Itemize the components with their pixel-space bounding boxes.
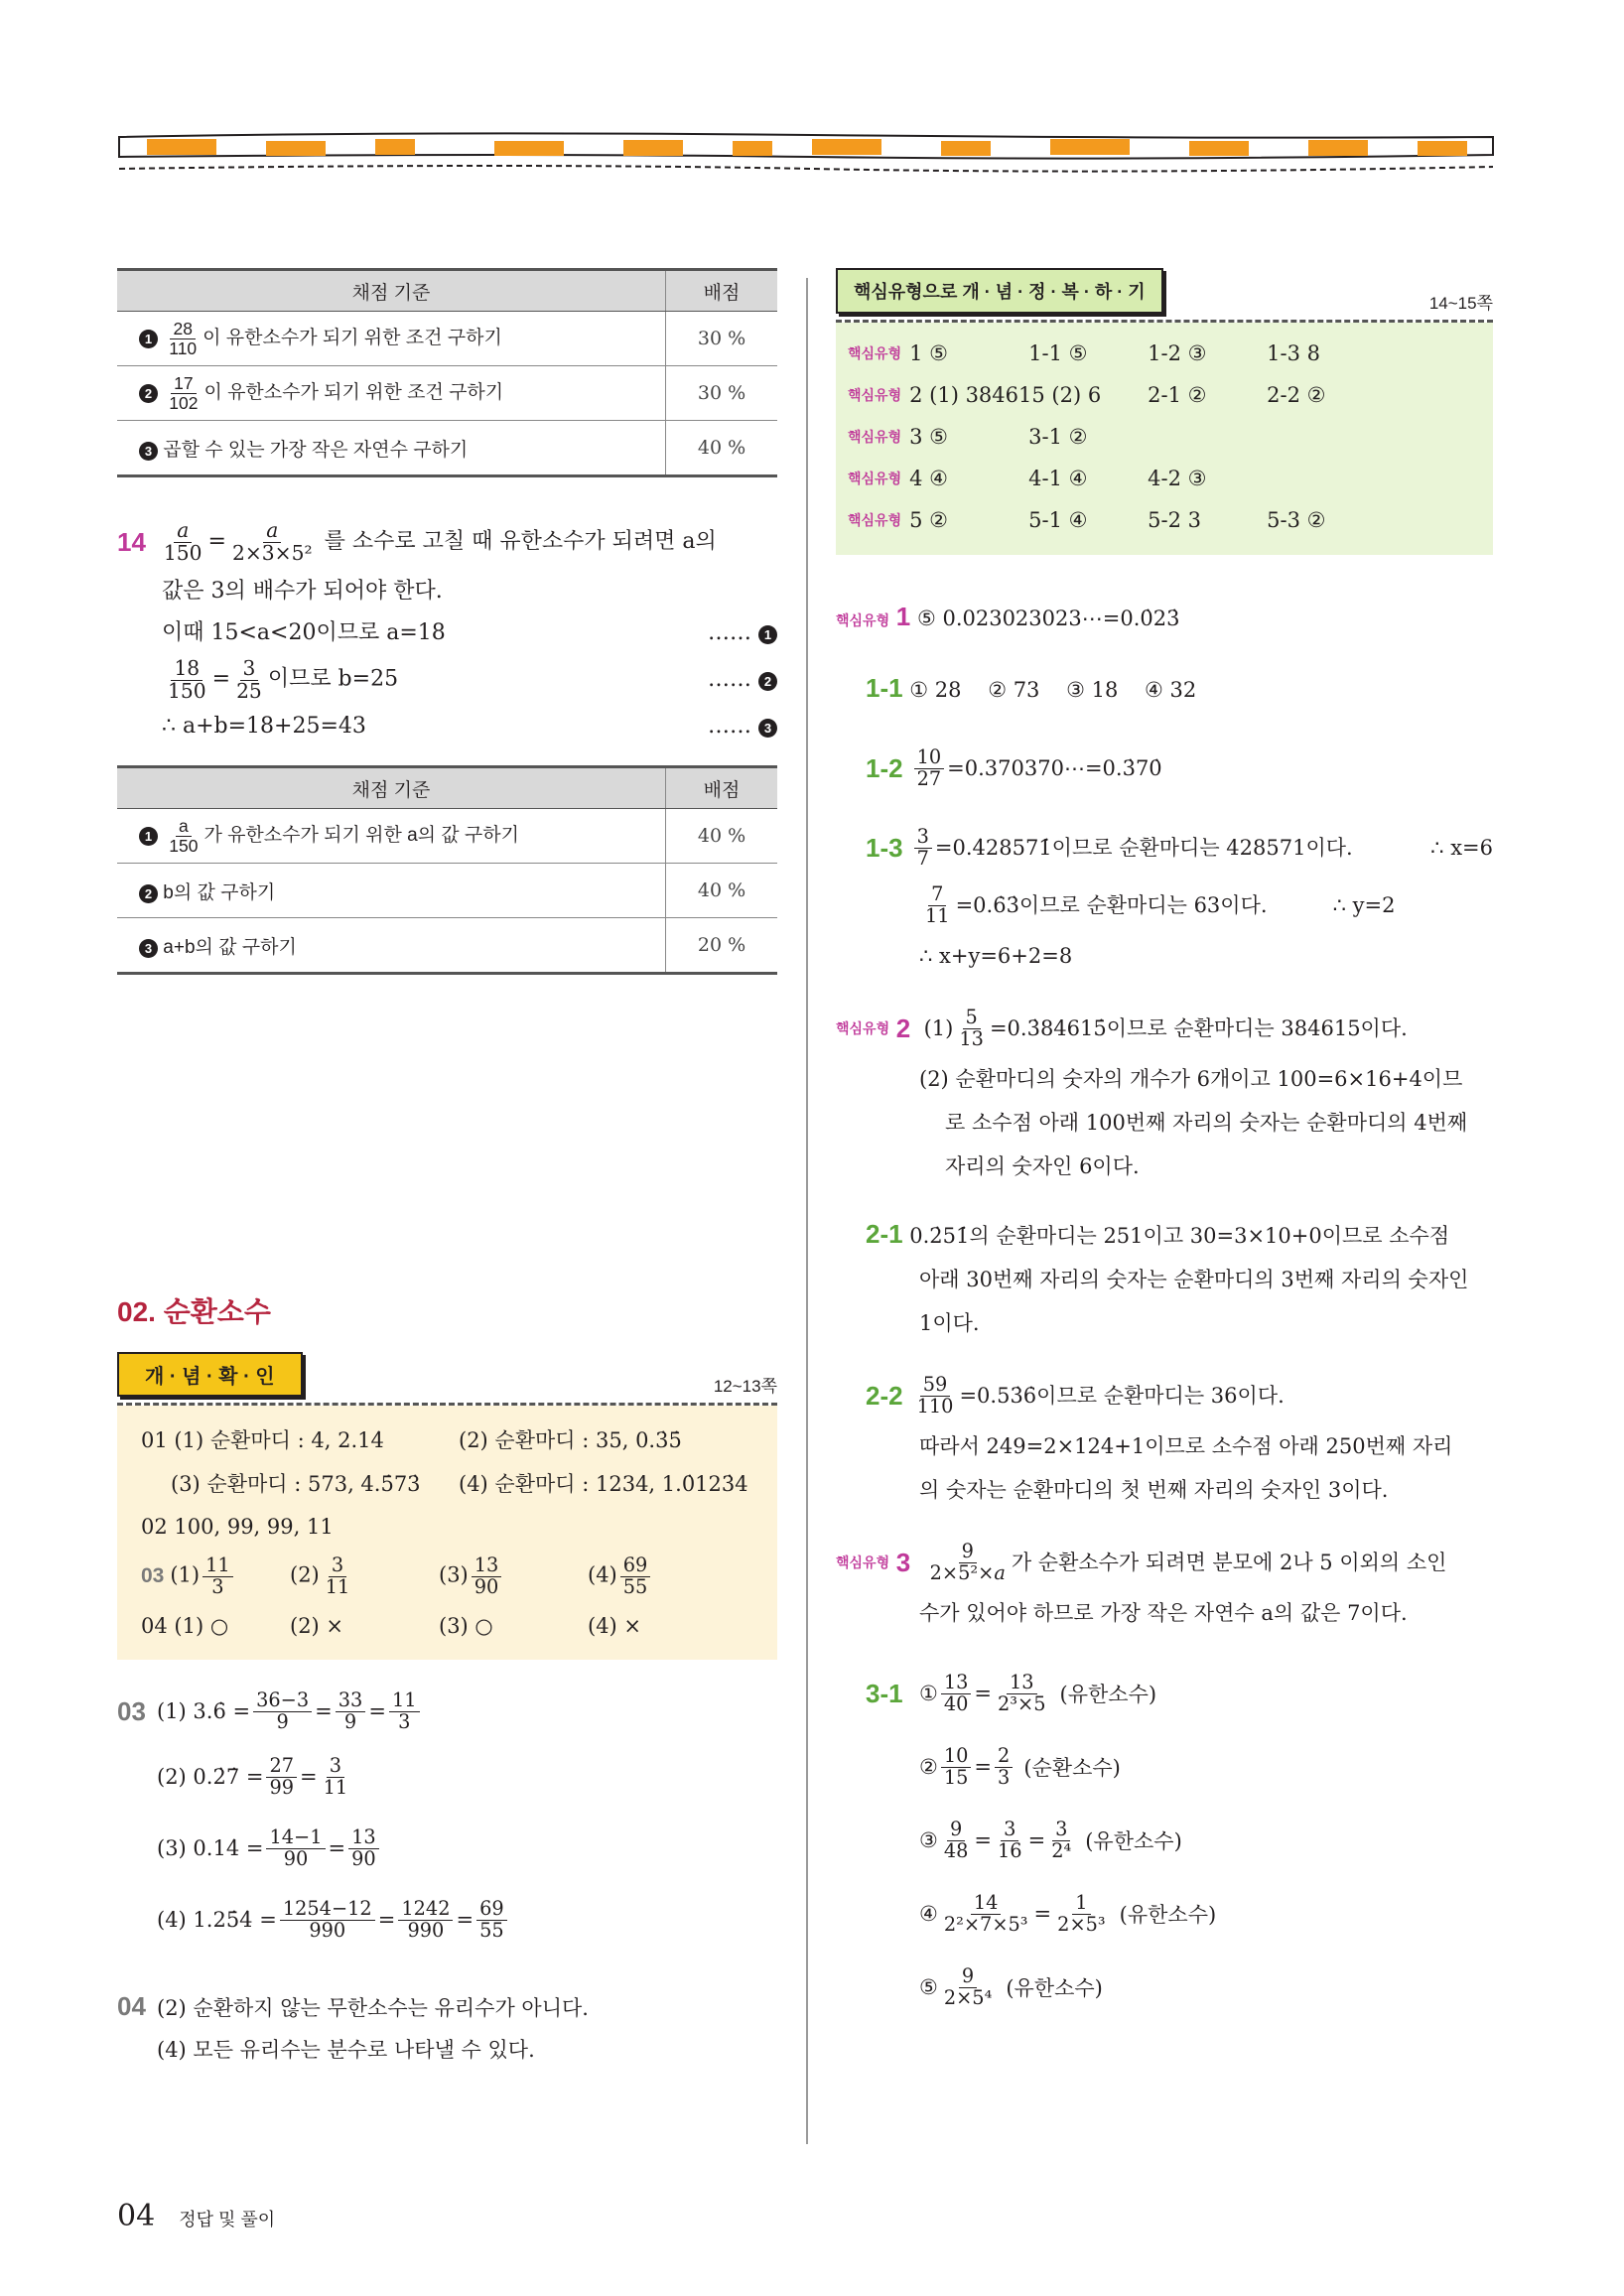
problem-03: [117, 1682, 777, 1956]
solution-text: 가 순환소수가 되려면 분모에 2나 5 이외의 소인: [1011, 1551, 1447, 1574]
header-ribbon: [117, 129, 1495, 189]
answer-item: (2) ×: [290, 1614, 344, 1638]
solution-text: =0.370370⋯=0.3̇70̇: [947, 756, 1162, 780]
problem-14: 14 $\frac{a}{150}$ = $\frac{a}{\text{2×3×5²}}$ 를 소수로 고칠 때 유한소수가 되려면 a의 값은 3의 배수가 되어야 한다. 이때 15<a<20이므로 a=18 …… 1 $\frac{18}{150}$ = $\frac{3}{25}$ 이므로 b=25 …… 2 ∴ a+b=18+25=43 …… 3: [117, 513, 777, 747]
frac-num: 69: [620, 1555, 651, 1576]
p14-line5: ∴ a+b=18+25=43: [162, 714, 366, 739]
solution-text: 1이다.: [919, 1311, 980, 1335]
frac-num: 10: [941, 1746, 972, 1767]
frac-den: 150: [169, 835, 199, 856]
core-answer: 4-1 ④: [1028, 467, 1088, 490]
sub-label: (3): [439, 1562, 469, 1587]
core-label: 핵심유형: [848, 471, 902, 486]
frac-den: 48: [943, 1838, 969, 1862]
choice-mark: ⑤: [919, 1975, 938, 1999]
table-row: [117, 312, 777, 366]
solution-text: 수가 있어야 하므로 가장 작은 자연수 a의 값은 7이다.: [919, 1601, 1408, 1625]
frac-den: 2×5³: [1057, 1912, 1106, 1936]
core-answer: 1-3 8: [1267, 341, 1320, 365]
frac-num: 11: [389, 1690, 420, 1711]
page-cite: 14~15쪽: [1428, 294, 1493, 313]
frac-num: 13: [348, 1827, 379, 1848]
grading-table-13: [117, 268, 777, 477]
frac-num: 33: [336, 1690, 366, 1711]
solution-text: =0.4̇28571̇이므로 순환마디는 428571이다.: [934, 836, 1353, 860]
table-header: 채점 기준: [117, 270, 666, 312]
answer-item: (2) 순환마디 : 35, 0.3̇5̇: [459, 1428, 682, 1452]
frac-num: 17: [171, 374, 196, 393]
criterion-text: 이 유한소수가 되기 위한 조건 구하기: [203, 382, 504, 404]
solution-text: ∴ x=6: [1430, 836, 1493, 860]
answer-item: (4) ×: [588, 1614, 642, 1638]
solution-text: (순환소수): [1023, 1756, 1121, 1780]
points: 20 %: [666, 918, 778, 974]
step-marker: 2: [139, 384, 158, 403]
frac-den: 16: [998, 1838, 1022, 1862]
step-marker: 1: [758, 625, 777, 644]
frac-num: 9: [959, 1966, 977, 1987]
solution-text: 0.2̇51̇의 순환마디는 251이고 30=3×10+0이므로 소수점: [909, 1224, 1450, 1248]
core-answer: 1-2 ③: [1148, 341, 1207, 365]
core-answer: 1 ⑤: [909, 341, 948, 365]
frac-den: 90: [283, 1846, 309, 1870]
eq-text: (4) 1.25̇4̇ =: [157, 1908, 277, 1932]
table-header: 배점: [666, 270, 778, 312]
solution-text: ∴ x+y=6+2=8: [919, 944, 1073, 968]
core-label: 핵심유형: [836, 612, 890, 628]
frac-num: 14: [971, 1893, 1002, 1914]
section-heading: 02. 순환소수: [117, 1296, 271, 1327]
frac-num: 28: [170, 320, 195, 338]
solution-text: =0.6̇3̇이므로 순환마디는 63이다.: [955, 893, 1268, 917]
solution-text: 따라서 249=2×124+1이므로 소수점 아래 250번째 자리: [919, 1434, 1453, 1458]
table-row: [117, 366, 777, 421]
step-marker: 1: [139, 827, 158, 846]
footer-label: 정답 및 풀이: [179, 2210, 276, 2229]
solution-text: (2) 순환마디의 숫자의 개수가 6개이고 100=6×16+4이므: [919, 1067, 1463, 1091]
core-answer: 5 ②: [909, 508, 948, 532]
table-header: 배점: [666, 767, 778, 809]
core-answer: 2-1 ②: [1148, 383, 1207, 407]
core-answer: 2-2 ②: [1267, 383, 1326, 407]
frac-den: 3: [398, 1709, 411, 1733]
frac-den: 9: [343, 1709, 357, 1733]
table-row: [117, 809, 777, 864]
eq-text: =: [315, 1699, 333, 1723]
frac-num: 1242: [398, 1899, 453, 1920]
frac-den: 3: [998, 1765, 1011, 1789]
frac-num: 3: [327, 1756, 344, 1777]
frac-den: 90: [351, 1846, 376, 1870]
solution-text: 자리의 숫자인 6이다.: [945, 1154, 1140, 1178]
page-cite: 12~13쪽: [713, 1377, 777, 1396]
p14-line1: 를 소수로 고칠 때 유한소수가 되려면 a의: [324, 529, 717, 554]
frac-den: 990: [309, 1918, 346, 1942]
eq-text: (3) 0.14̇ =: [157, 1836, 264, 1860]
frac-num: 3: [329, 1555, 346, 1576]
solution-text: ⑤ 0.023023023⋯=0.0̇23̇: [916, 607, 1180, 630]
dots: ……: [708, 667, 751, 692]
answer-item: (3) ○: [439, 1614, 493, 1638]
frac-num: 3: [1052, 1820, 1070, 1840]
frac-num: 1: [1072, 1893, 1090, 1914]
frac-den: 55: [479, 1918, 504, 1942]
page-number: 04: [117, 2199, 156, 2233]
step-marker: 2: [758, 672, 777, 691]
problem-number: 03: [117, 1695, 146, 1726]
frac-den: 2×5⁴: [943, 1985, 993, 2009]
solution-3-1: 3-1 ① $\frac{13}{40}$ = $\frac{13}{\text{2³×5}}$ (유한소수) ② $\frac{10}{15}$ = $\frac{2}{3}$ (순환소수) ③ $\frac{9}{48}$ = $\frac{3}{16}$ = $\frac{3}{\text{2⁴}}$ (유한소수) ④ $\frac{14}{\text{2²×7×5³}}$ = $\frac{1}{\text{2×5³}}$ (유한소수) ⑤ $\frac{9}{\text{2×5⁴}}$ (유한소수): [866, 1671, 1217, 2009]
frac-num: 2: [995, 1746, 1013, 1767]
right-column: [836, 268, 1493, 2024]
frac-num: 13: [1007, 1673, 1037, 1693]
table-row: [117, 421, 777, 476]
criterion-text: b의 값 구하기: [163, 881, 276, 903]
answer-item: (3) 순환마디 : 573, 4.5̇73̇: [171, 1472, 421, 1496]
frac-den: 11: [323, 1775, 348, 1799]
dots: ……: [708, 620, 751, 645]
solutions: 핵심유형 1 ⑤ 0.023023023⋯=0.0̇23̇ 1-1 ① 28 ② 73 ③ 18 ④ 32 1-2 $\frac{10}{27}$ =0.370370⋯=0.3̇70̇ 1-3 $\frac{3}{7}$ =0.4̇28571̇이므로 순환마디는 428571이다. ∴ x=6 $\frac{7}{11}$ =0.6̇3̇이므로 순환마디는 63이다. ∴ y=2 ∴ x+y=6+2=8 핵심유형 2 (1) $\frac{5}{13}$ =0.3̇84615̇이므로 순환마디는 384615이다. (2) 순환마디의 숫자의 개수가 6개이고 100=6×16+4이므 로 소수점 아래 100번째 자리의 숫자는 순환마디의 4번째 자리의 숫자인 6이다. 2-1 0.2̇51̇의 순환마디는 251이고 30=3×10+0이므로 소수점 아래 30번째 자리의 숫자는 순환마디의 3번째 자리의 숫자인 1이다. 2-2 $\frac{59}{110}$ =0.53̇6̇이므로 순환마디는 36이다. 따라서 249=2×124+1이므로 소수점 아래 250번째 자리 의 숫자는 순환마디의 첫 번째 자리의 숫자인 3이다. 핵심유형 3 $\frac{9}{\text{2×5²×a}}$ 가 순환소수가 되려면 분모에 2나 5 이외의 소인 수가 있어야 하므로 가장 작은 자연수 a의 값은 7이다. 3-1 ① $\frac{13}{40}$ = $\frac{13}{\text{2³×5}}$ (유한소수) ② $\frac{10}{15}$ = $\frac{2}{3}$ (순환소수) ③ $\frac{9}{48}$ = $\frac{3}{16}$ = $\frac{3}{\text{2⁴}}$ (유한소수) ④ $\frac{14}{\text{2²×7×5³}}$ = $\frac{1}{\text{2×5³}}$ (유한소수) ⑤ $\frac{9}{\text{2×5⁴}}$ (유한소수): [836, 595, 1493, 2024]
frac-den: 2⁴: [1051, 1838, 1072, 1862]
frac-den: 3: [211, 1574, 224, 1598]
criterion-text: 이 유한소수가 되기 위한 조건 구하기: [203, 328, 502, 349]
answer-item: 02 100, 99, 99, 11: [141, 1515, 334, 1539]
frac-den: 11: [325, 1574, 350, 1598]
eq-text: =: [368, 1699, 386, 1723]
step-marker: 3: [758, 719, 777, 738]
concept-check-box: [117, 1406, 777, 1660]
core-label: 핵심유형: [848, 429, 902, 445]
frac-num: 13: [472, 1555, 502, 1576]
eq-text: =: [456, 1908, 474, 1932]
p14-line3: 이때 15<a<20이므로 a=18: [162, 620, 446, 645]
core-answer: 4 ④: [909, 467, 948, 490]
left-column: [117, 268, 777, 2071]
points: 40 %: [666, 864, 778, 918]
core-label: 핵심유형: [848, 345, 902, 361]
sub-label: (1): [170, 1562, 201, 1587]
frac-den: 990: [407, 1918, 445, 1942]
core-answer: 5-2 3: [1148, 508, 1201, 532]
solution-text: 아래 30번째 자리의 숫자는 순환마디의 3번째 자리의 숫자인: [919, 1268, 1469, 1291]
solution-text: 의 숫자는 순환마디의 첫 번째 자리의 숫자인 3이다.: [919, 1478, 1389, 1502]
solution-text: ∴ y=2: [1332, 893, 1396, 917]
core-answer: 5-1 ④: [1028, 508, 1088, 532]
choice-mark: ③: [919, 1828, 938, 1852]
points: 40 %: [666, 421, 778, 476]
core-label: 핵심유형: [836, 1020, 890, 1036]
solution-text: (유한소수): [1006, 1976, 1103, 2000]
step-marker: 3: [139, 939, 158, 958]
answer-item: 01 (1) 순환마디 : 4, 2.14̇: [141, 1428, 384, 1452]
frac-num: 9: [947, 1820, 965, 1840]
answer-item: 04 (1) ○: [141, 1614, 229, 1638]
sub-label: (4): [588, 1562, 617, 1587]
frac-num: 3: [1001, 1820, 1018, 1840]
frac-num: a: [176, 817, 192, 836]
frac-den: 15: [943, 1765, 969, 1789]
core-type-tab: 핵심유형으로 개 · 념 · 정 · 복 · 하 · 기: [836, 268, 1163, 314]
step-marker: 2: [139, 884, 158, 903]
problem-04: [117, 1985, 777, 2071]
sub-label: (2): [290, 1562, 320, 1587]
p04-line2: (4) 모든 유리수는 분수로 나타낼 수 있다.: [157, 2038, 535, 2062]
problem-number: 14: [117, 527, 146, 557]
p14-line2: 값은 3의 배수가 되어야 한다.: [162, 579, 443, 604]
core-answer-box: [836, 323, 1493, 555]
points: 30 %: [666, 312, 778, 366]
answer-item: (4) 순환마디 : 1234, 1.0̇123̇4: [459, 1472, 748, 1496]
eq-text: =: [328, 1836, 346, 1860]
frac-den: 40: [943, 1691, 969, 1715]
criterion-text: 가 유한소수가 되기 위한 a의 값 구하기: [203, 825, 519, 847]
item-number: 03: [141, 1563, 165, 1587]
frac-den: 2³×5: [998, 1691, 1046, 1715]
problem-number: 04: [117, 1991, 146, 2021]
core-answer: 2 (1) 384615 (2) 6: [909, 383, 1102, 407]
solution-text: (유한소수): [1119, 1903, 1217, 1927]
frac-num: 11: [203, 1555, 233, 1576]
frac-den: 9: [276, 1709, 289, 1733]
solution-text: (유한소수): [1085, 1829, 1182, 1853]
core-label: 핵심유형: [848, 387, 902, 403]
step-marker: 3: [139, 442, 158, 461]
frac-den: 99: [269, 1775, 295, 1799]
frac-num: 14−1: [266, 1827, 325, 1848]
eq-text: (1) 3.6̇ =: [157, 1699, 251, 1723]
core-answer: 1-1 ⑤: [1028, 341, 1088, 365]
core-answer: 5-3 ②: [1267, 508, 1326, 532]
frac-den: 110: [169, 338, 198, 358]
core-answer: 3-1 ②: [1028, 425, 1088, 449]
core-answer: 3 ⑤: [909, 425, 948, 449]
frac-den: 102: [169, 392, 199, 413]
solution-text: =0.3̇84615̇이므로 순환마디는 384615이다.: [989, 1016, 1408, 1040]
frac-num: 1254−12: [280, 1899, 375, 1920]
page-footer: [117, 2199, 275, 2233]
concept-check-tab: 개 · 념 · 확 · 인: [117, 1352, 303, 1397]
choice-mark: ①: [919, 1682, 938, 1705]
frac-den: 2²×7×5³: [943, 1912, 1028, 1936]
p04-line1: (2) 순환하지 않는 무한소수는 유리수가 아니다.: [157, 1996, 589, 2020]
solution-text: =0.53̇6̇이므로 순환마디는 36이다.: [959, 1384, 1285, 1408]
solution-text: ① 28 ② 73 ③ 18 ④ 32: [909, 678, 1197, 702]
criterion-text: 곱할 수 있는 가장 작은 자연수 구하기: [163, 439, 469, 461]
frac-num: 27: [266, 1756, 297, 1777]
points: 40 %: [666, 809, 778, 864]
core-label: 핵심유형: [848, 512, 902, 528]
p14-line4: 이므로 b=25: [267, 667, 399, 692]
table-header: 채점 기준: [117, 767, 666, 809]
grading-table-14: [117, 765, 777, 975]
choice-mark: ②: [919, 1755, 938, 1779]
frac-num: 36−3: [253, 1690, 312, 1711]
frac-den: 90: [474, 1574, 499, 1598]
eq-text: =: [377, 1908, 396, 1932]
table-row: [117, 918, 777, 974]
frac-num: 13: [941, 1673, 972, 1693]
step-marker: 1: [139, 330, 158, 348]
choice-mark: ④: [919, 1902, 938, 1926]
solution-text: (유한소수): [1059, 1683, 1157, 1706]
eq-text: =: [300, 1765, 318, 1789]
core-answer: 4-2 ③: [1148, 467, 1207, 490]
frac-den: 55: [622, 1574, 648, 1598]
criterion-text: a+b의 값 구하기: [163, 936, 297, 958]
solution-text: 로 소수점 아래 100번째 자리의 숫자는 순환마디의 4번째: [945, 1111, 1468, 1135]
frac-num: 69: [476, 1899, 507, 1920]
dots: ……: [708, 714, 751, 739]
table-row: [117, 864, 777, 918]
points: 30 %: [666, 366, 778, 421]
column-divider: [806, 278, 808, 2144]
eq-text: (2) 0.2̇7̇ =: [157, 1765, 264, 1789]
core-label: 핵심유형: [836, 1554, 890, 1570]
